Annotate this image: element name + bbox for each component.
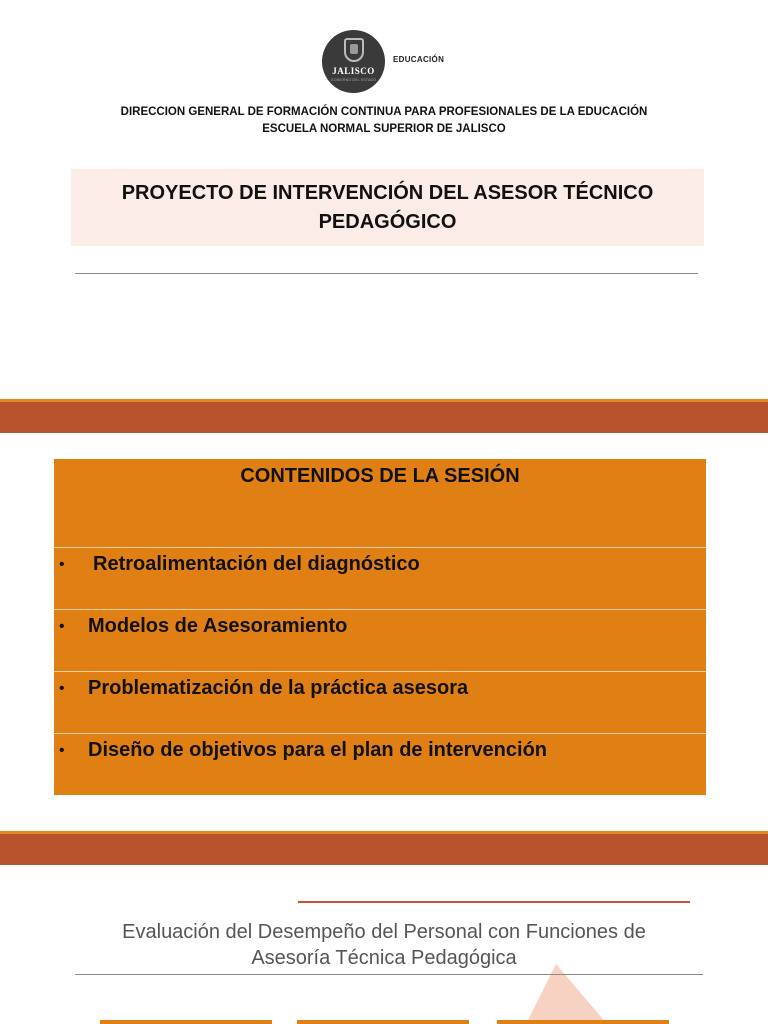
bullet-icon: • [59, 618, 65, 635]
bullet-icon: • [59, 556, 65, 573]
institution-line-2: ESCUELA NORMAL SUPERIOR DE JALISCO [262, 123, 506, 135]
table-header-row [54, 459, 706, 548]
decorative-line [298, 901, 690, 903]
chevron-arrow-shape [526, 964, 607, 1024]
separator-bar-1 [0, 402, 768, 433]
table-row-label: Retroalimentación del diagnóstico [93, 553, 420, 575]
logo-brand: JALISCO [332, 66, 375, 76]
table-row-label: Problematización de la práctica asesora [88, 677, 469, 699]
slide-title: PROYECTO DE INTERVENCIÓN DEL ASESOR TÉCNICO PEDAGÓGICO [121, 181, 654, 233]
institution-header [0, 104, 768, 138]
separator-bar-2 [0, 834, 768, 865]
bottom-bar-3 [497, 1020, 669, 1024]
institution-line-1: DIRECCION GENERAL DE FORMACIÓN CONTINUA PARA PROFESIONALES DE LA EDUCACIÓN [120, 106, 648, 118]
evaluation-title-line-1: Evaluación del Desempeño del Personal con Funciones de [122, 921, 646, 943]
bottom-bar-2 [297, 1020, 469, 1024]
evaluation-title-line-2: Asesoría Técnica Pedagógica [251, 947, 517, 969]
table-header: CONTENIDOS DE LA SESIÓN [240, 465, 520, 487]
coat-of-arms-icon [344, 38, 364, 62]
state-seal-icon [322, 30, 385, 93]
logo-tagline: GOBIERNO DEL ESTADO [330, 78, 377, 82]
bottom-bar-1 [100, 1020, 272, 1024]
bullet-icon: • [59, 680, 65, 697]
contents-table [54, 459, 706, 795]
evaluation-title [60, 919, 708, 971]
divider-line [75, 273, 698, 274]
jalisco-education-logo [322, 30, 448, 90]
title-box [71, 169, 704, 246]
table-row-label: Modelos de Asesoramiento [88, 615, 348, 637]
bullet-icon: • [59, 742, 65, 759]
divider-line-2 [75, 974, 703, 975]
table-row [54, 610, 706, 672]
logo-department: EDUCACIÓN [393, 55, 445, 64]
table-row-label: Diseño de objetivos para el plan de intervención [88, 739, 548, 761]
table-row [54, 548, 706, 610]
table-row [54, 672, 706, 734]
table-row [54, 734, 706, 795]
